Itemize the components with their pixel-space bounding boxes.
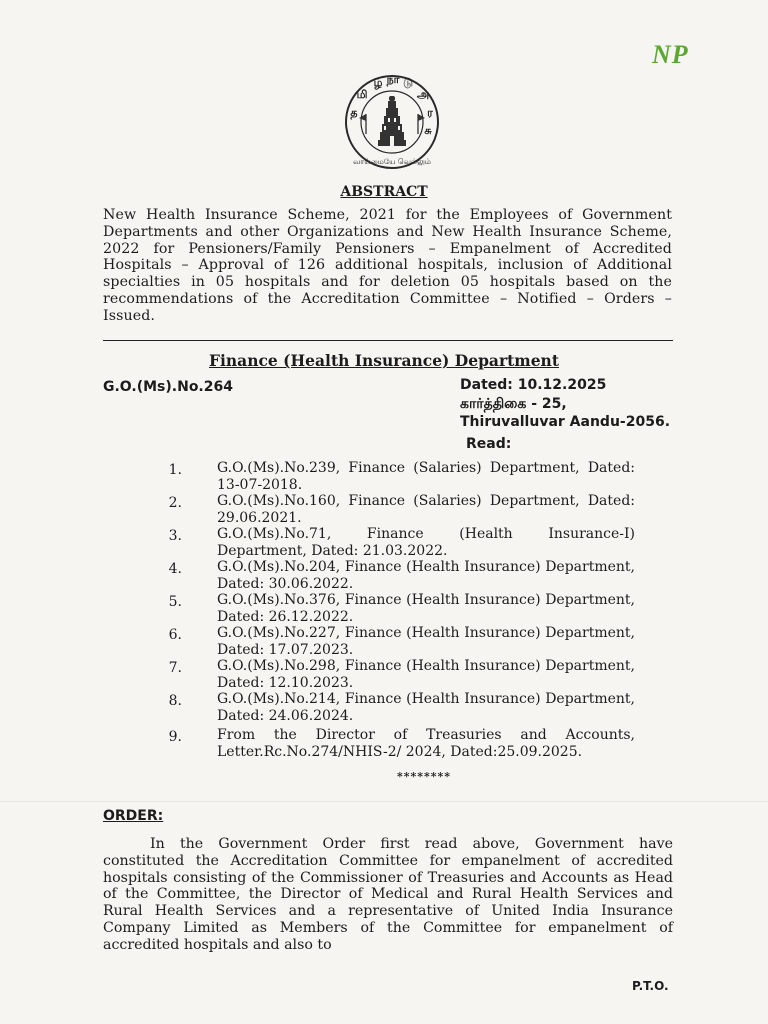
reference-number: 7. — [168, 660, 182, 676]
reference-item — [160, 727, 638, 760]
read-label: Read: — [466, 436, 512, 452]
svg-text:டு: டு — [403, 76, 413, 89]
reference-text: G.O.(Ms).No.298, Finance (Health Insurance) Department, Dated: 12.10.2023. — [217, 658, 635, 691]
reference-item — [160, 460, 638, 493]
reference-number: 3. — [168, 528, 182, 544]
abstract-heading: ABSTRACT — [340, 184, 428, 200]
order-heading: ORDER: — [103, 808, 164, 824]
thiruvalluvar-year-line: Thiruvalluvar Aandu-2056. — [460, 414, 671, 430]
tamil-date-line: கார்த்திகை - 25, — [460, 395, 567, 412]
tamil-nadu-emblem-icon — [332, 74, 452, 178]
date-line: Dated: 10.12.2025 — [460, 377, 607, 393]
reference-item — [160, 592, 638, 625]
reference-text: G.O.(Ms).No.227, Finance (Health Insurance) Department, Dated: 17.07.2023. — [217, 625, 635, 658]
reference-item — [160, 691, 638, 724]
reference-number: 8. — [168, 693, 182, 709]
reference-text: G.O.(Ms).No.71, Finance (Health Insurance-I) Department, Dated: 21.03.2022. — [217, 526, 635, 559]
svg-text:நா: நா — [386, 74, 400, 86]
reference-item — [160, 526, 638, 559]
svg-text:ழ்: ழ் — [373, 76, 383, 89]
svg-text:சு: சு — [424, 124, 432, 137]
reference-text: G.O.(Ms).No.204, Finance (Health Insurance) Department, Dated: 30.06.2022. — [217, 559, 635, 592]
faint-scan-line — [0, 801, 768, 802]
svg-text:ர: ர — [427, 106, 433, 119]
svg-text:அ: அ — [416, 88, 430, 101]
reference-text: G.O.(Ms).No.239, Finance (Salaries) Department, Dated: 13-07-2018. — [217, 460, 635, 493]
reference-number: 5. — [168, 594, 182, 610]
go-number: G.O.(Ms).No.264 — [103, 379, 233, 395]
np-stamp: NP — [652, 40, 689, 69]
section-divider — [103, 340, 673, 341]
reference-text: G.O.(Ms).No.376, Finance (Health Insurance) Department, Dated: 26.12.2022. — [217, 592, 635, 625]
reference-item — [160, 658, 638, 691]
reference-number: 2. — [168, 495, 182, 511]
separator-stars: ******** — [397, 770, 452, 783]
date-block — [460, 376, 670, 432]
emblem-motto: வாய்மையே வெல்லும் — [353, 157, 431, 166]
reference-item — [160, 559, 638, 592]
svg-text:மி: மி — [356, 88, 368, 101]
order-paragraph: In the Government Order first read above, Government have constituted the Accreditation Committee for empanelment of accredited hospitals consisting of the Commissioner of Treasuries and Accounts as Head of the Committee, the Director of Medical and Rural Health Services and Rural Health Services and a representative of United India Insurance Company Limited as Members of the Committee for empanelment of accredited hospitals and also to — [103, 836, 673, 953]
reference-item — [160, 625, 638, 658]
reference-number: 4. — [168, 561, 182, 577]
svg-text:த: த — [350, 106, 358, 119]
reference-list — [160, 460, 638, 760]
reference-text: From the Director of Treasuries and Accounts, Letter.Rc.No.274/NHIS-2/ 2024, Dated:25.09.2025. — [217, 727, 635, 760]
reference-number: 1. — [168, 462, 182, 478]
reference-number: 9. — [168, 729, 182, 745]
department-title: Finance (Health Insurance) Department — [209, 351, 559, 370]
reference-number: 6. — [168, 627, 182, 643]
reference-text: G.O.(Ms).No.214, Finance (Health Insurance) Department, Dated: 24.06.2024. — [217, 691, 635, 724]
pto-marker: P.T.O. — [632, 979, 669, 993]
reference-item — [160, 493, 638, 526]
abstract-text: New Health Insurance Scheme, 2021 for the Employees of Government Departments and other Organizations and New Health Insurance Scheme, 2022 for Pensioners/Family Pensioners – Empanelment of Accredited Hospitals – Approval of 126 additional hospitals, inclusion of Additional specialties in 05 hospitals and for deletion 05 hospitals based on the recommendations of the Accreditation Committee – Notified – Orders – Issued. — [103, 207, 672, 324]
reference-text: G.O.(Ms).No.160, Finance (Salaries) Department, Dated: 29.06.2021. — [217, 493, 635, 526]
